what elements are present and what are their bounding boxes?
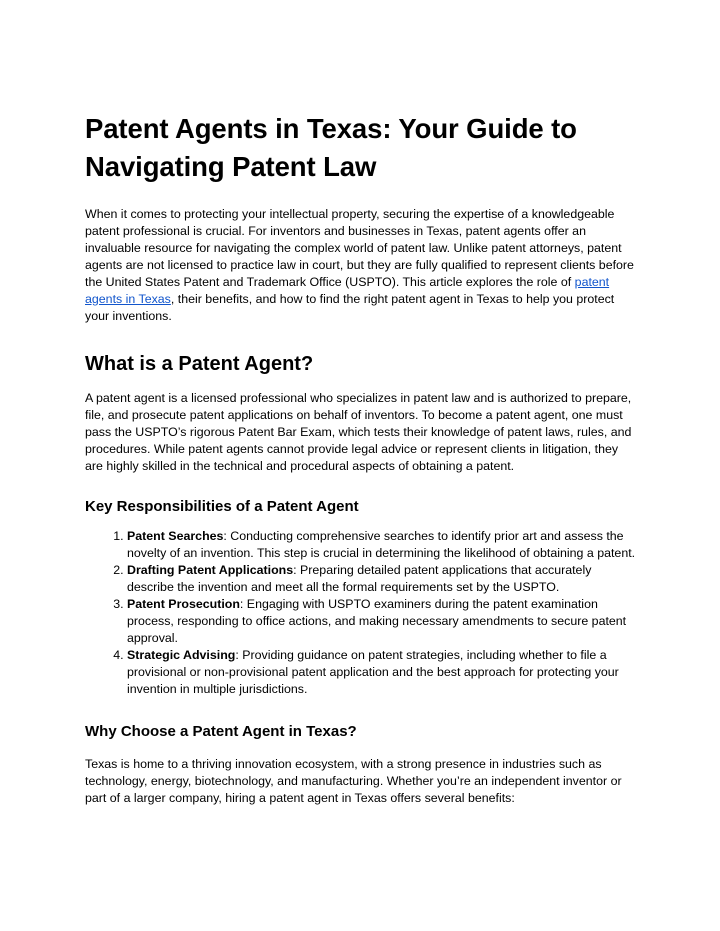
list-item-text: : Conducting comprehensive searches to identify prior art and assess the novelty of an invention. This step is crucial in determining the likelihood of obtaining a patent. (127, 529, 636, 560)
why-choose-paragraph: Texas is home to a thriving innovation ecosystem, with a strong presence in industries such as technology, energy, biotechnology, and manufacturing. Whether you’re an independent inventor or part of a larger company, hiring a patent agent in Texas offers several benefits: (85, 757, 622, 805)
intro-paragraph (85, 206, 636, 325)
heading-why-choose-patent-agent: Why Choose a Patent Agent in Texas? (85, 723, 357, 740)
list-item-text: : Engaging with USPTO examiners during the patent examination process, responding to office actions, and making necessary amendments to secure patent approval. (127, 597, 627, 645)
page-title: Patent Agents in Texas: Your Guide to Navigating Patent Law (85, 113, 577, 182)
responsibilities-list (85, 528, 636, 698)
list-item-term: Patent Searches (127, 529, 224, 543)
list-item (127, 562, 636, 596)
list-item (127, 528, 636, 562)
list-item (127, 647, 636, 698)
list-item (127, 596, 636, 647)
list-item-text: : Providing guidance on patent strategies, including whether to file a provisional or non-provisional patent application and the best approach for protecting your invention in multiple jurisdictions. (127, 648, 619, 696)
what-is-patent-agent-paragraph: A patent agent is a licensed professional who specializes in patent law and is authorized to prepare, file, and prosecute patent applications on behalf of inventors. To become a patent agent, one must pass the USPTO’s rigorous Patent Bar Exam, which tests their knowledge of patent laws, rules, and procedures. While patent agents cannot provide legal advice or represent clients in litigation, they are highly skilled in the technical and procedural aspects of obtaining a patent. (85, 391, 632, 473)
list-item-term: Drafting Patent Applications (127, 563, 294, 577)
list-item-text: : Preparing detailed patent applications that accurately describe the invention and meet all the formal requirements set by the USPTO. (127, 563, 592, 594)
heading-key-responsibilities: Key Responsibilities of a Patent Agent (85, 498, 359, 515)
list-item-term: Patent Prosecution (127, 597, 240, 611)
intro-text-after-link: , their benefits, and how to find the right patent agent in Texas to help you protect your inventions. (85, 292, 615, 323)
list-item-term: Strategic Advising (127, 648, 236, 662)
patent-agents-texas-link[interactable]: patent agents in Texas (85, 275, 610, 306)
heading-what-is-patent-agent: What is a Patent Agent? (85, 353, 314, 375)
intro-text-before-link: When it comes to protecting your intellectual property, securing the expertise of a knowledgeable patent professional is crucial. For inventors and businesses in Texas, patent agents offer an invaluable resource for navigating the complex world of patent law. Unlike patent attorneys, patent agents are not licensed to practice law in court, but they are fully qualified to represent clients before the United States Patent and Trademark Office (USPTO). This article explores the role of (85, 207, 634, 289)
